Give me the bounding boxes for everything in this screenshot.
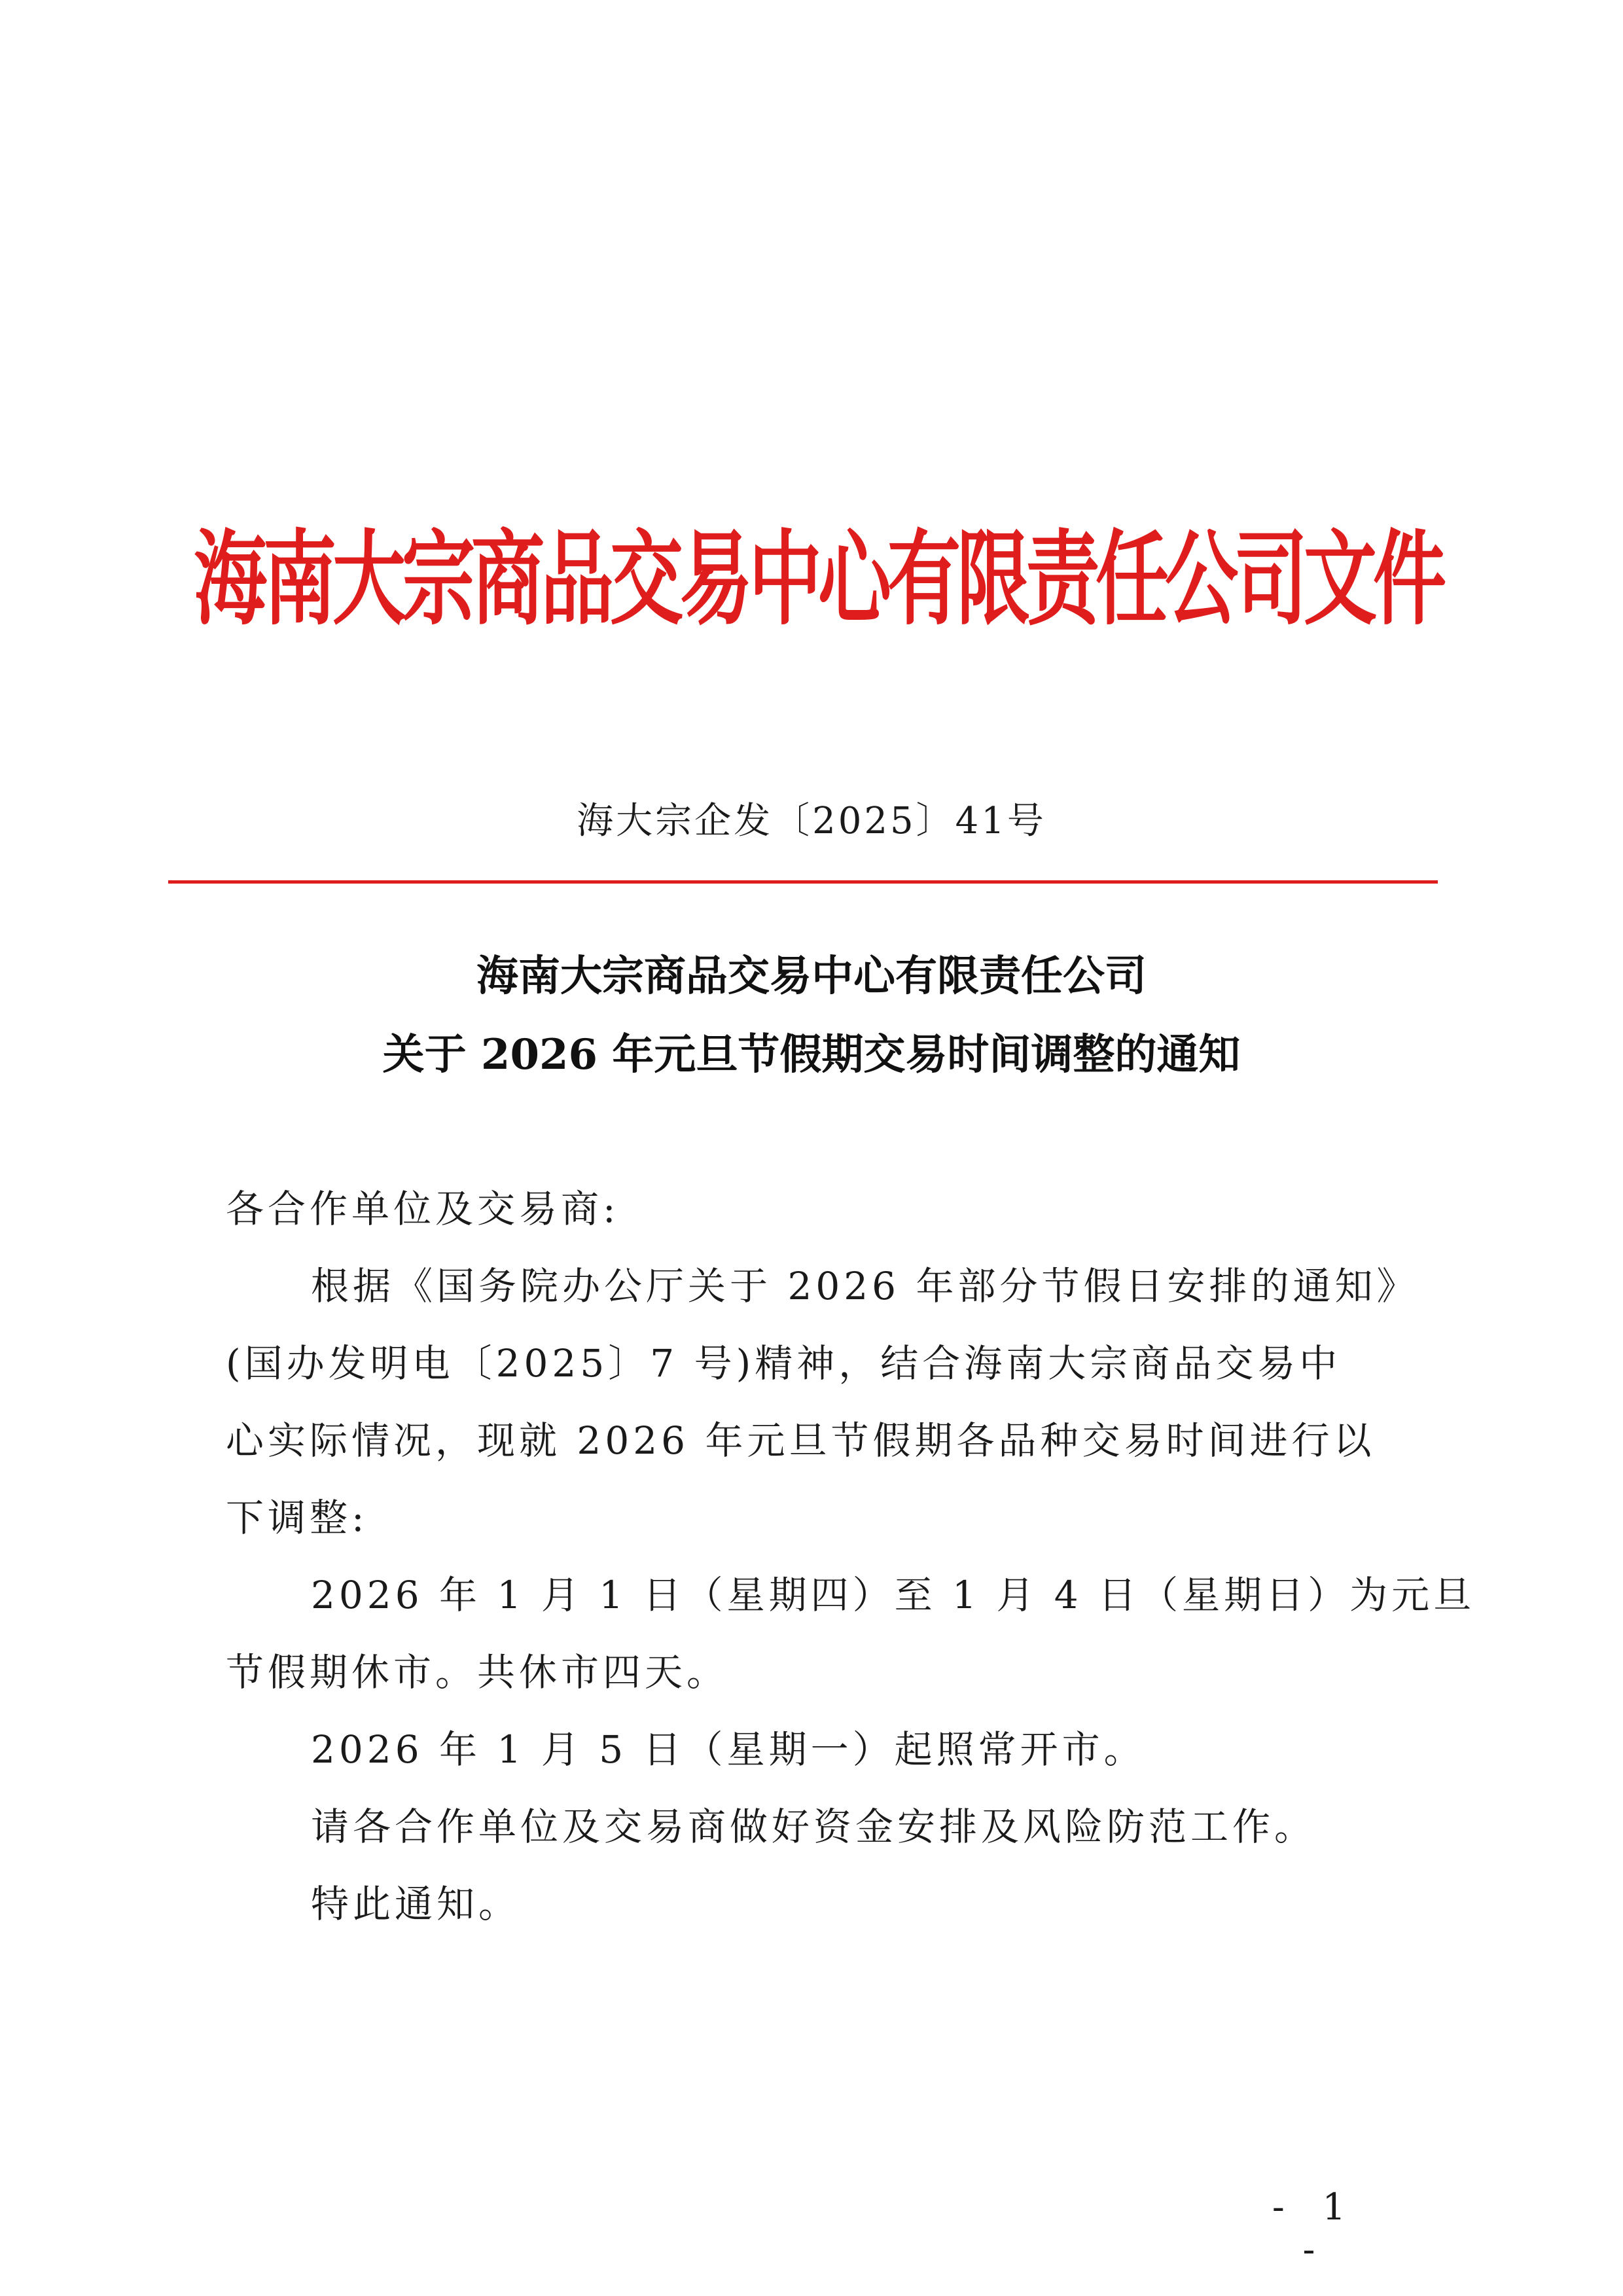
body-line: 2026 年 1 月 5 日（星期一）起照常开市。 bbox=[311, 1727, 1146, 1772]
page-number: - 1 - bbox=[1272, 2186, 1359, 2271]
body-line: 节假期休市。共休市四天。 bbox=[226, 1650, 729, 1695]
red-header-title: 海南大宗商品交易中心有限责任公司文件 bbox=[194, 519, 1442, 639]
body-line: 特此通知。 bbox=[311, 1882, 521, 1926]
body-line: 心实际情况，现就 2026 年元旦节假期各品种交易时间进行以 bbox=[226, 1418, 1376, 1463]
body-line: 请各合作单位及交易商做好资金安排及风险防范工作。 bbox=[311, 1804, 1317, 1849]
salutation: 各合作单位及交易商: bbox=[226, 1187, 620, 1231]
body-line: 根据《国务院办公厅关于 2026 年部分节假日安排的通知》 bbox=[311, 1264, 1419, 1308]
document-number: 海大宗企发〔2025〕41号 bbox=[577, 800, 1046, 842]
body-line: (国办发明电〔2025〕7 号)精神，结合海南大宗商品交易中 bbox=[226, 1341, 1342, 1386]
body-line: 2026 年 1 月 1 日（星期四）至 1 月 4 日（星期日）为元旦 bbox=[311, 1573, 1476, 1617]
notice-title-line-1: 海南大宗商品交易中心有限责任公司 bbox=[476, 952, 1147, 1001]
notice-title-line-2: 关于 2026 年元旦节假期交易时间调整的通知 bbox=[382, 1030, 1241, 1079]
body-line: 下调整: bbox=[226, 1496, 368, 1540]
red-divider-rule bbox=[168, 880, 1438, 884]
